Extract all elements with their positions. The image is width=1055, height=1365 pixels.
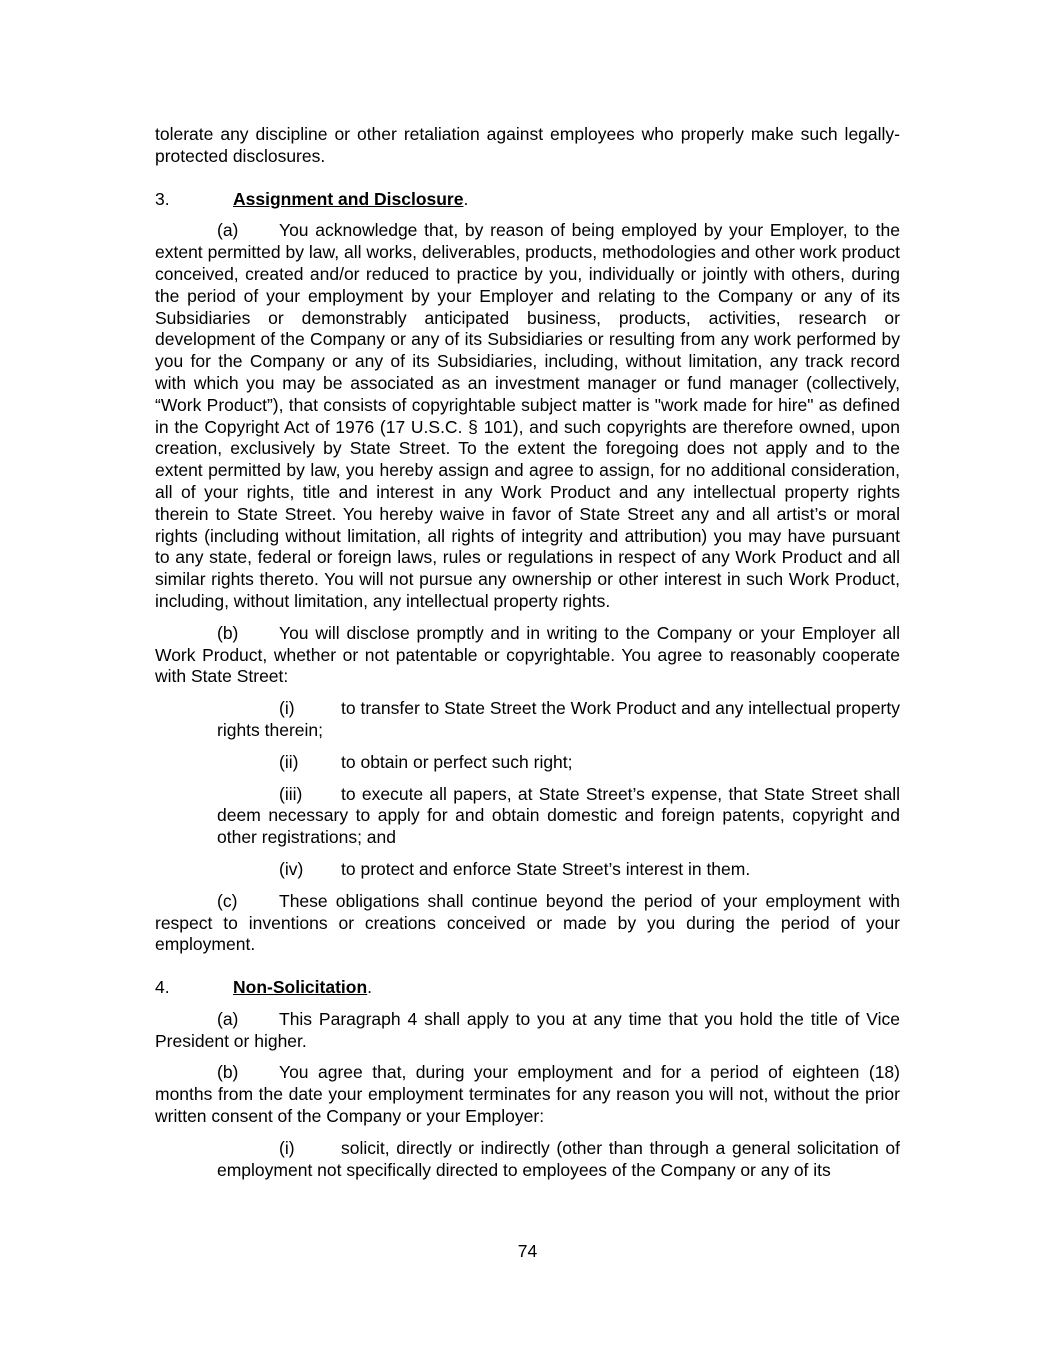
section-3c-text: These obligations shall continue beyond the period of your employment with respect to inventions or creations conceived or made by you during the period of your employment. — [155, 890, 900, 955]
page-number: 74 — [517, 1241, 538, 1261]
section-3a-label: (a) — [217, 220, 239, 241]
intro-paragraph: tolerate any discipline or other retaliation against employees who properly make such legally-protected disclosures. — [155, 124, 900, 166]
section-3b-item-iv-text: to protect and enforce State Street’s interest in them. — [341, 858, 751, 879]
section-3b-item-ii-text: to obtain or perfect such right; — [341, 751, 573, 772]
section-3-heading — [155, 189, 900, 211]
section-4b-item-i-text: solicit, directly or indirectly (other than through a general solicitation of employment not specifically directed to employees of the Company or any of its — [217, 1137, 900, 1180]
section-4b-text: You agree that, during your employment and for a period of eighteen (18) months from the date your employment terminates for any reason you will not, without the prior written consent of the Company or your Employer: — [155, 1062, 900, 1127]
section-3b-item-i-label: (i) — [279, 698, 295, 719]
section-4-title-period: . — [367, 977, 373, 998]
section-3-title-period: . — [463, 188, 469, 209]
section-4b-item-i-label: (i) — [279, 1137, 295, 1158]
section-4-title: Non-Solicitation — [233, 977, 368, 998]
section-3b-item-i — [217, 698, 900, 742]
section-3b-paragraph — [155, 623, 900, 688]
section-4b-label: (b) — [217, 1062, 239, 1083]
section-3b-item-iii-label: (iii) — [279, 783, 303, 804]
section-4b-paragraph — [155, 1062, 900, 1127]
section-4a-text: This Paragraph 4 shall apply to you at any time that you hold the title of Vice President or higher. — [155, 1008, 900, 1051]
section-3c-label: (c) — [217, 890, 238, 911]
section-4b-item-i — [217, 1138, 900, 1182]
section-3b-label: (b) — [217, 622, 239, 643]
section-3b-item-iv — [217, 859, 900, 881]
section-3-number: 3. — [155, 188, 170, 209]
section-4-heading — [155, 977, 900, 999]
section-3b-item-iii — [217, 784, 900, 849]
section-4a-label: (a) — [217, 1008, 239, 1029]
section-3c-paragraph — [155, 891, 900, 956]
section-4a-paragraph — [155, 1009, 900, 1053]
section-4-number: 4. — [155, 977, 170, 998]
section-3-title: Assignment and Disclosure — [233, 188, 464, 209]
section-3b-text: You will disclose promptly and in writing to the Company or your Employer all Work Product, whether or not patentable or copyrightable. You agree to reasonably cooperate with State Street: — [155, 622, 900, 687]
section-3a-paragraph — [155, 220, 900, 612]
section-3b-item-iv-label: (iv) — [279, 858, 304, 879]
document-page — [155, 124, 900, 1181]
section-3b-item-i-text: to transfer to State Street the Work Product and any intellectual property rights therein; — [217, 698, 901, 740]
section-3a-text: You acknowledge that, by reason of being employed by your Employer, to the extent permitted by law, all works, deliverables, products, methodologies and other work product conceived, created and/or reduced to practice by you, individually or jointly with others, during the period of your employment by your Employer and relating to the Company or any of its Subsidiaries or demonstrably anticipated business, products, activities, research or development of the Company or any of its Subsidiaries or resulting from any work performed by you for the Company or any of its Subsidiaries, including, without limitation, any track record with which you may be associated as an investment manager or fund manager (collectively, “Work Product”), that consists of copyrightable subject matter is "work made for hire" as defined in the Copyright Act of 1976 (17 U.S.C. § 101), and such copyrights are therefore owned, upon creation, exclusively by State Street. To the extent the foregoing does not apply and to the extent permitted by law, you hereby assign and agree to assign, for no additional consideration, all of your rights, title and interest in any Work Product and any intellectual property rights therein to State Street. You hereby waive in favor of State Street any and all artist’s or moral rights (including without limitation, all rights of integrity and attribution) you may have pursuant to any state, federal or foreign laws, rules or regulations in respect of any Work Product and all similar rights thereto. You will not pursue any ownership or other interest in such Work Product, including, without limitation, any intellectual property rights. — [155, 220, 900, 611]
section-3b-item-iii-text: to execute all papers, at State Street’s expense, that State Street shall deem necessary to apply for and obtain domestic and foreign patents, copyright and other registrations; and — [217, 783, 900, 848]
section-3b-item-ii — [217, 752, 900, 774]
section-3b-item-ii-label: (ii) — [279, 751, 299, 772]
